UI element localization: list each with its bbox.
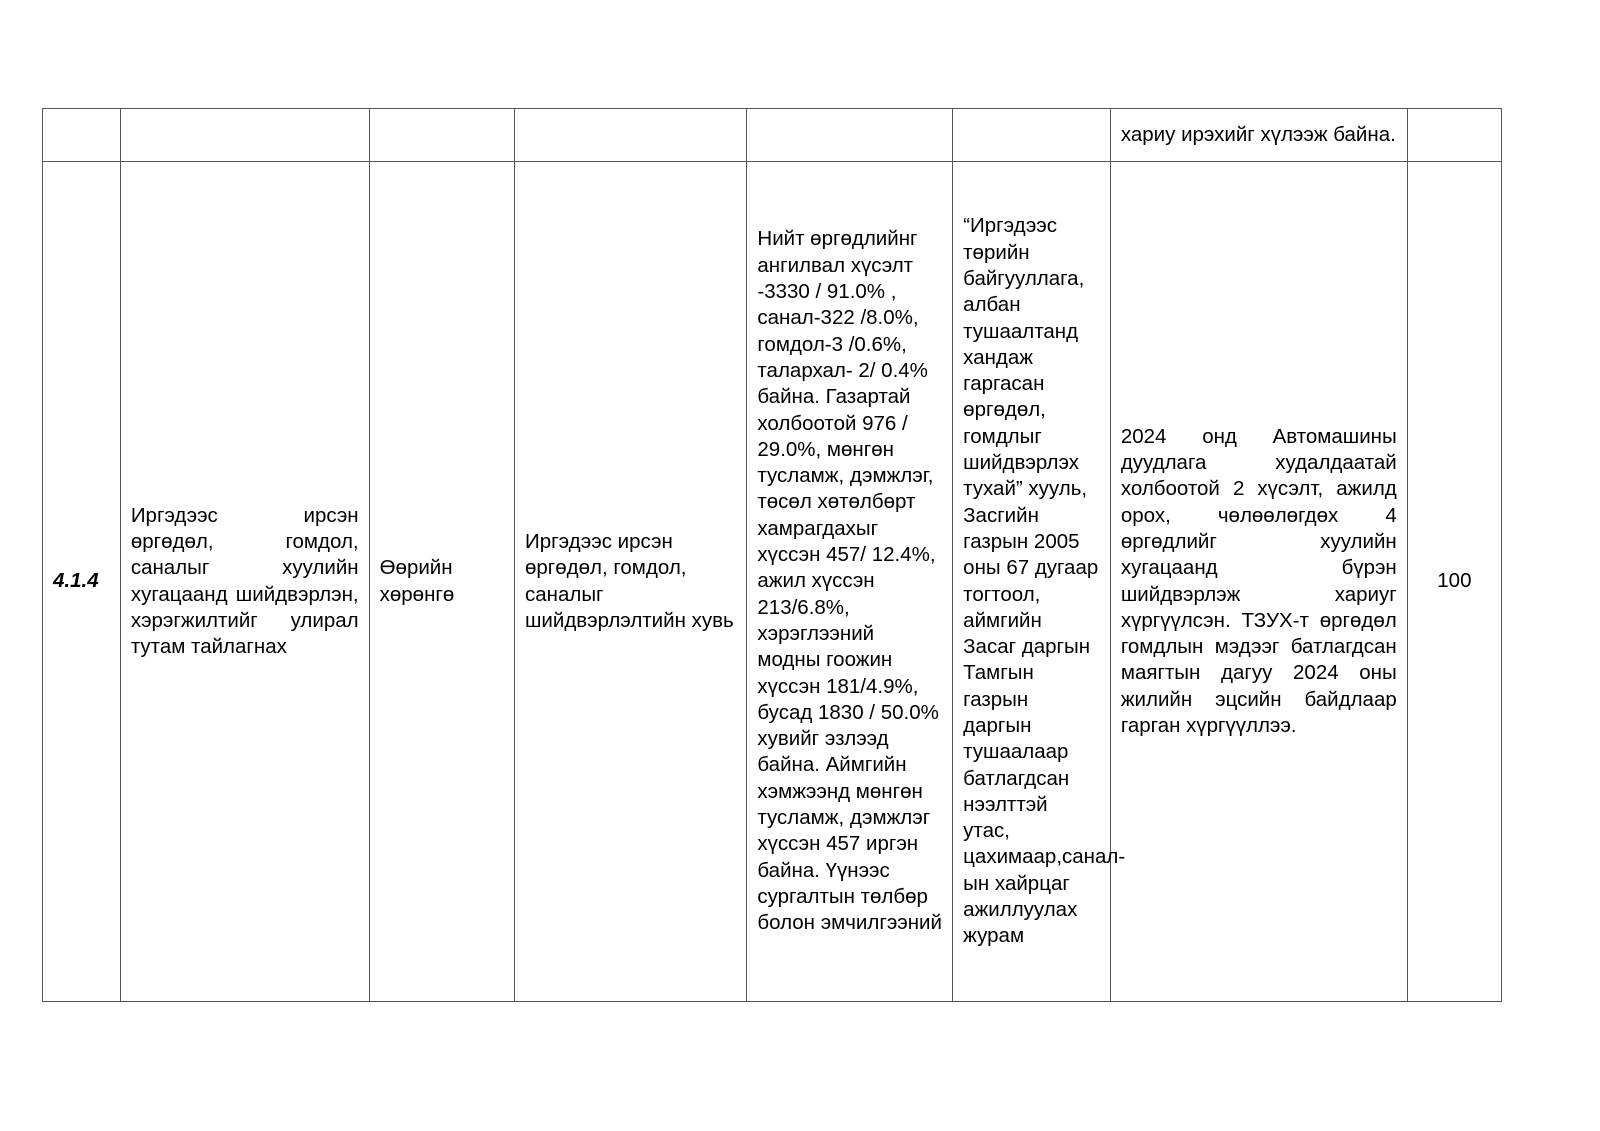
cell-code-empty — [43, 109, 121, 162]
cell-activity: Иргэдээс ирсэн өргөдөл, гомдол, саналыг хуулийн хугацаанд шийдвэрлэн, хэрэгжилтийг улирал тутам тайлагнах — [120, 162, 369, 1002]
cell-activity-empty — [120, 109, 369, 162]
table-row-continuation — [43, 109, 1502, 162]
cell-statistics-empty — [747, 109, 953, 162]
cell-legal-basis-empty — [953, 109, 1111, 162]
cell-indicator: Иргэдээс ирсэн өргөдөл, гомдол, саналыг шийдвэрлэлтийн хувь — [514, 162, 746, 1002]
cell-legal-basis: “Иргэдээс төрийн байгууллага, албан тушаалтанд хандаж гаргасан өргөдөл, гомдлыг шийдвэрлэх тухай” хууль, Засгийн газрын 2005 оны 67 дугаар тогтоол, аймгийн Засаг даргын Тамгын газрын даргын тушаалаар батлагдсан нээлттэй утас, цахимаар,саналын хайрцаг ажиллуулах журам — [953, 162, 1111, 1002]
report-table — [42, 108, 1502, 1002]
cell-funding-empty — [369, 109, 514, 162]
table-row — [43, 162, 1502, 1002]
cell-report-continuation: хариу ирэхийг хүлээж байна. — [1110, 109, 1407, 162]
cell-statistics: Нийт өргөдлийнг ангилвал хүсэлт -3330 / 91.0% , санал-322 /8.0%, гомдол-3 /0.6%, талархал- 2/ 0.4% байна. Газартай холбоотой 976 / 29.0%, мөнгөн тусламж, дэмжлэг, төсөл хөтөлбөрт хамрагдахыг хүссэн 457/ 12.4%, ажил хүссэн 213/6.8%, хэрэглээний модны гоожин хүссэн 181/4.9%, бусад 1830 / 50.0% хувийг эзлээд байна. Аймгийн хэмжээнд мөнгөн тусламж, дэмжлэг хүссэн 457 иргэн байна. Үүнээс сургалтын төлбөр болон эмчилгээний — [747, 162, 953, 1002]
cell-score: 100 — [1407, 162, 1501, 1002]
cell-score-empty — [1407, 109, 1501, 162]
cell-report: 2024 онд Автомашины дуудлага худалдаатай холбоотой 2 хүсэлт, ажилд орох, чөлөөлөгдөх 4 өргөдлийг хуулийн хугацаанд бүрэн шийдвэрлэж хариуг хүргүүлсэн. ТЗУХ-т өргөдөл гомдлын мэдээг батлагдсан маягтын дагуу 2024 оны жилийн эцсийн байдлаар гарган хүргүүллээ. — [1110, 162, 1407, 1002]
cell-funding: Өөрийн хөрөнгө — [369, 162, 514, 1002]
cell-indicator-empty — [514, 109, 746, 162]
cell-code: 4.1.4 — [43, 162, 121, 1002]
